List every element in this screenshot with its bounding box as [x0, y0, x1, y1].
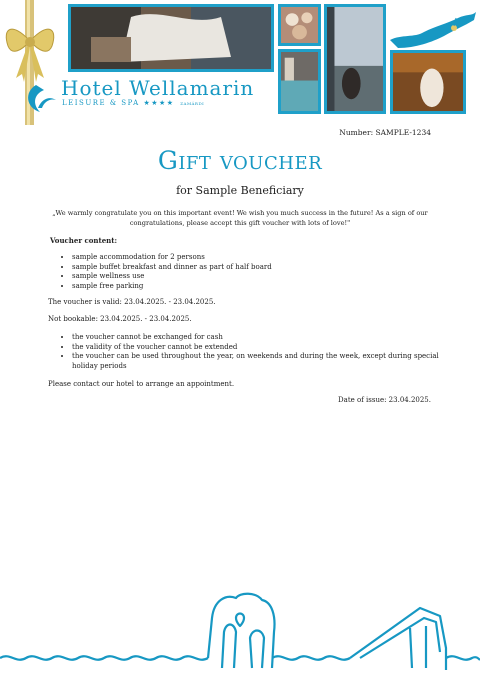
lake-view-photo: [324, 4, 386, 114]
issue-date: Date of issue: 23.04.2025.: [338, 396, 431, 404]
food-photo: [278, 4, 321, 46]
content-list: [50, 253, 457, 291]
spa-pool-photo: [278, 49, 321, 114]
hotel-subtitle: [62, 99, 204, 107]
contact-text: Please contact our hotel to arrange an appointment.: [48, 380, 235, 388]
hotel-room-photo: [68, 4, 274, 72]
greeting-text: „We warmly congratulate you on this important event! We wish you much success in the future! As a sign of our congratulations, please accept this gift voucher with lots of love!": [52, 209, 428, 227]
voucher-number: Number: SAMPLE-1234: [339, 128, 431, 137]
sauna-photo: [390, 50, 466, 114]
wave-logo-icon: [36, 90, 58, 110]
content-heading: Voucher content:: [50, 236, 118, 245]
hotel-name: Hotel Wellamarin: [61, 76, 255, 100]
beneficiary: for Sample Beneficiary: [176, 184, 304, 197]
list-item: • the voucher can be used throughout the year, on weekends and during the week, except during special holiday periods: [72, 352, 457, 371]
list-item: • sample accommodation for 2 persons: [72, 253, 457, 263]
hotel-subtitle-text: LEISURE & SPA: [62, 99, 140, 107]
list-item: • the voucher cannot be exchanged for cash: [72, 333, 457, 343]
conditions-list: [50, 333, 457, 371]
list-item: • sample free parking: [72, 282, 457, 292]
lake-map-icon: [384, 4, 480, 52]
list-item: • the validity of the voucher cannot be extended: [72, 343, 457, 353]
pier-outline-icon: [0, 588, 480, 679]
list-item: • sample wellness use: [72, 272, 457, 282]
valid-dates: The voucher is valid: 23.04.2025. - 23.04.2025.: [48, 298, 216, 306]
list-item: • sample buffet breakfast and dinner as part of half board: [72, 263, 457, 273]
hotel-stars: ★★★★: [143, 99, 175, 107]
hotel-location: ZAMÁRDI: [180, 101, 205, 106]
voucher-title: Gift voucher: [157, 146, 323, 175]
not-bookable-dates: Not bookable: 23.04.2025. - 23.04.2025.: [48, 315, 192, 323]
